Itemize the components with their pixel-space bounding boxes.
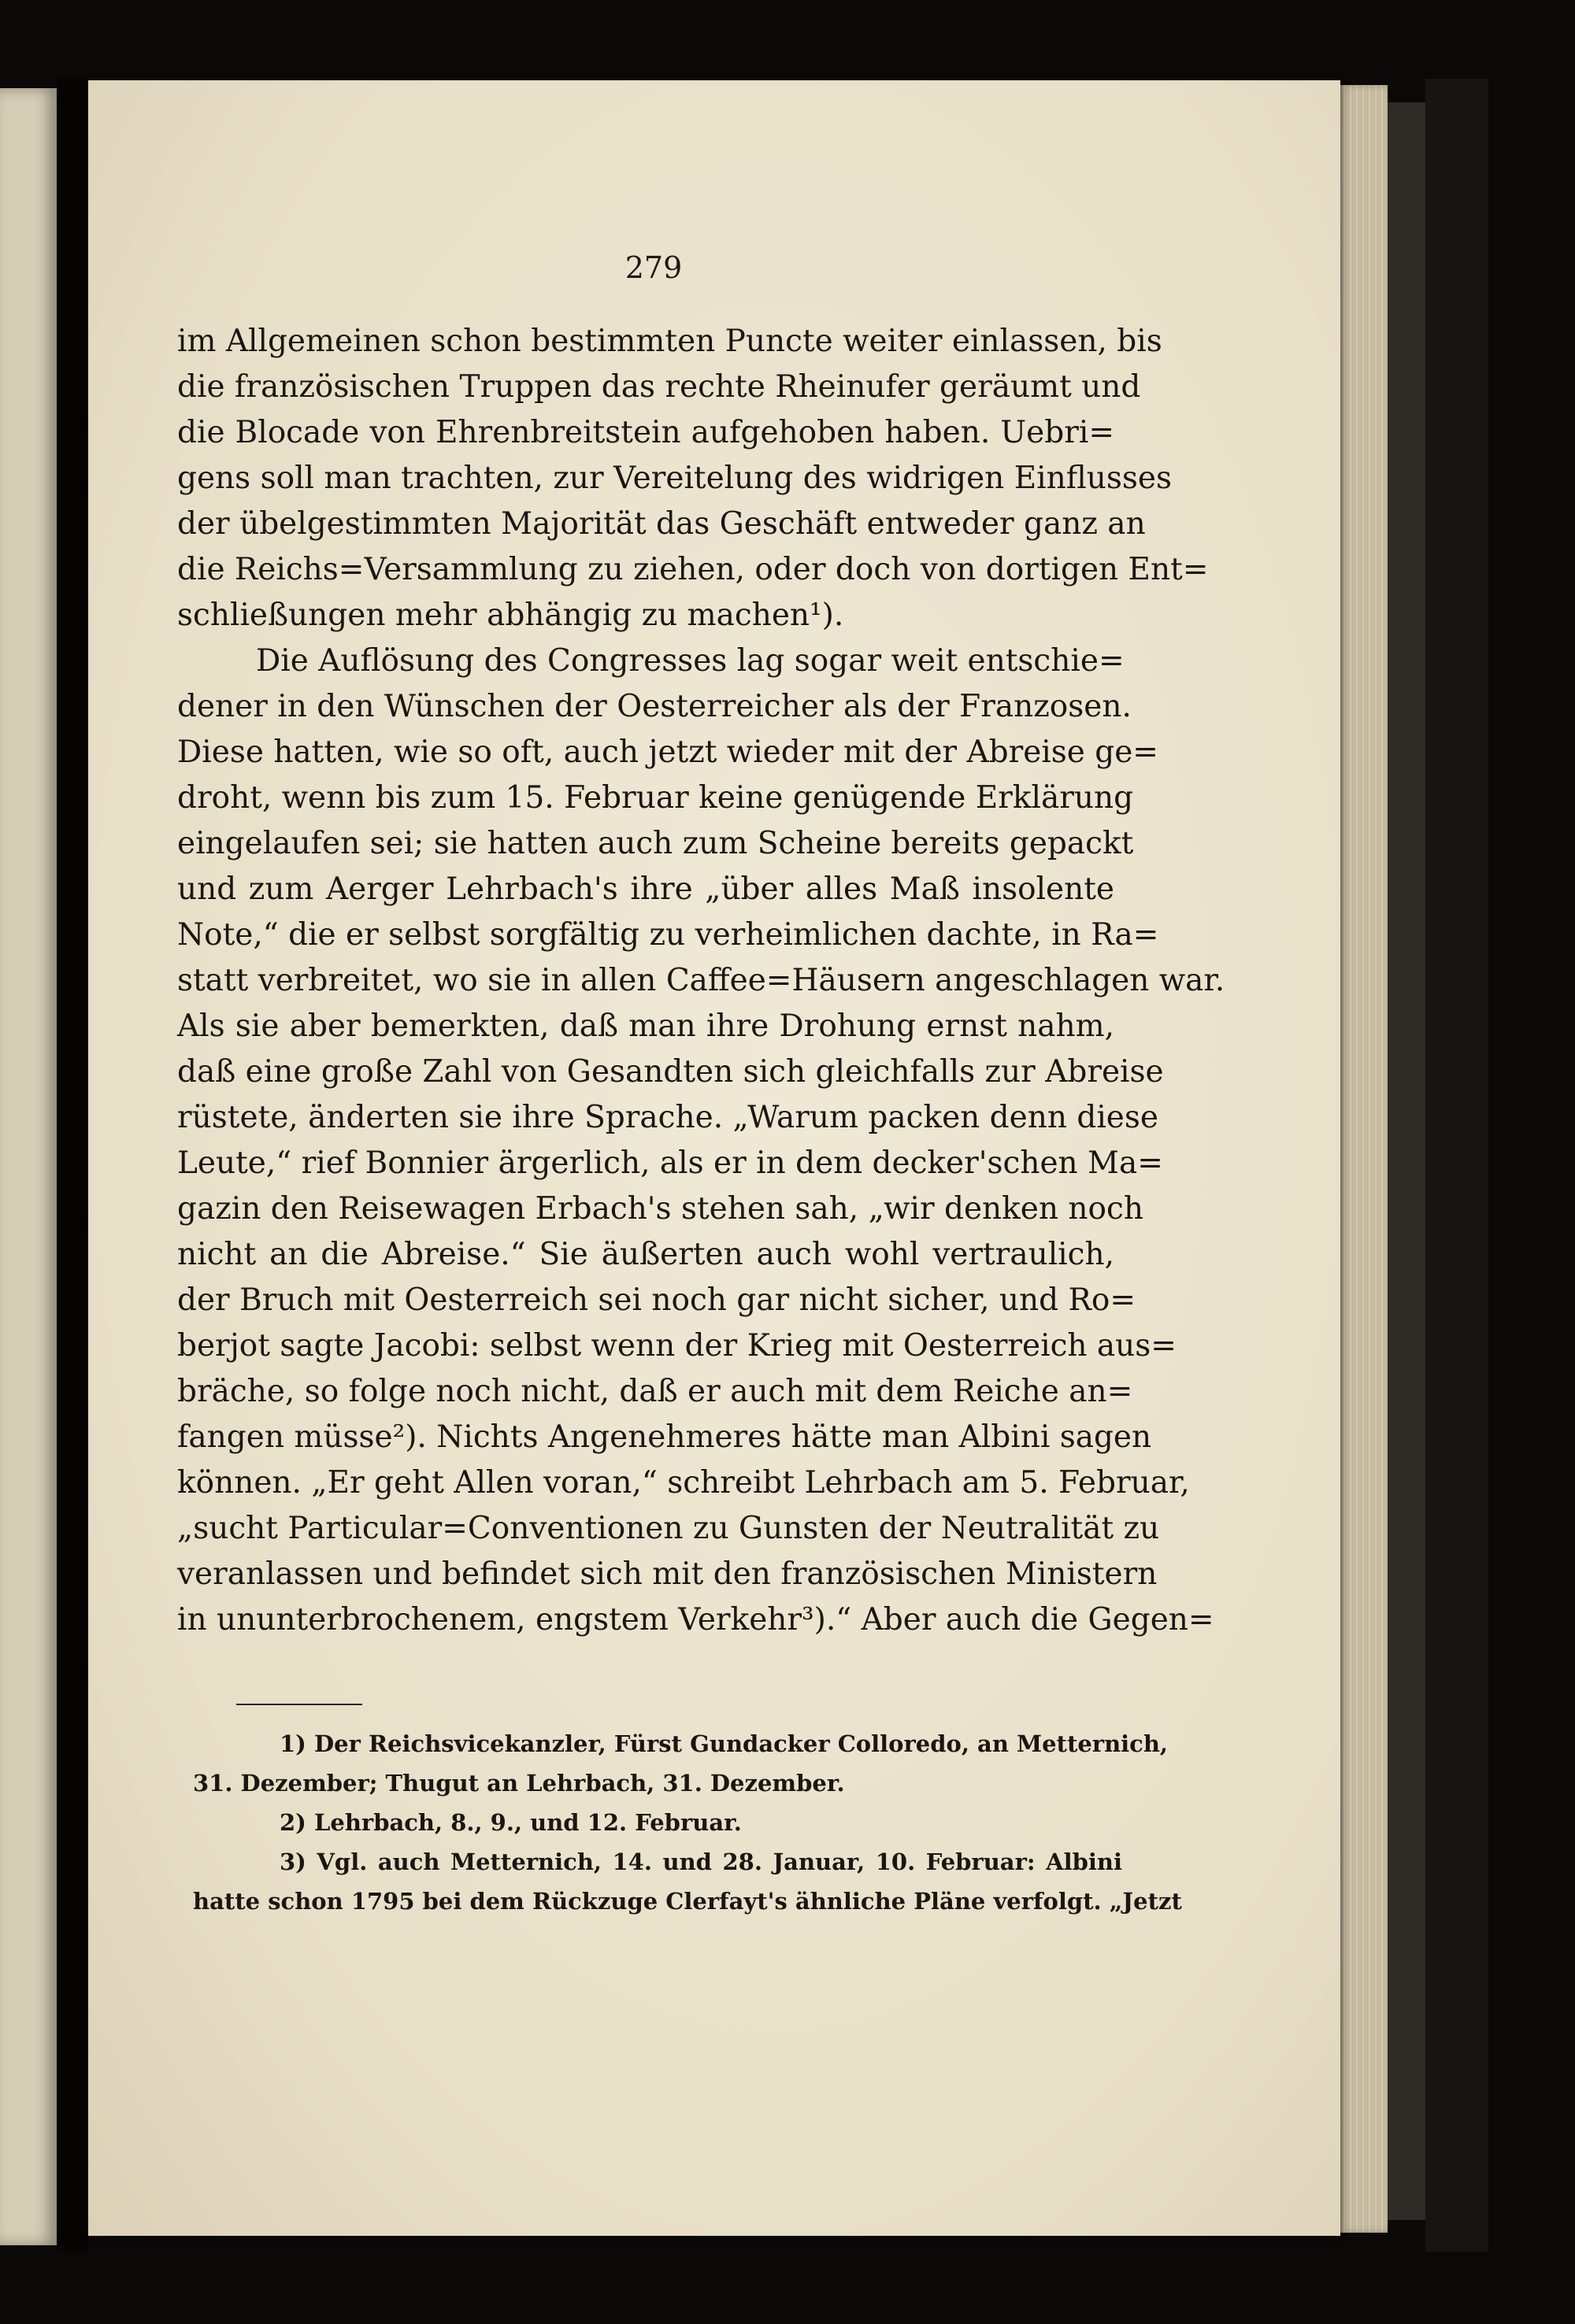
footnote-line: 31. Dezember; Thugut an Lehrbach, 31. Dezember. <box>193 1770 845 1797</box>
text-line: Als sie aber bemerkten, daß man ihre Drohung ernst nahm, <box>177 1008 1114 1044</box>
text-line: Die Auflösung des Congresses lag sogar weit entschie= <box>256 643 1125 679</box>
footnotes <box>193 1724 1182 1921</box>
footnote-line: 1) Der Reichsvicekanzler, Fürst Gundacker Colloredo, an Metternich, <box>280 1730 1169 1757</box>
book-cover-back <box>1425 79 1488 2252</box>
text-line: daß eine große Zahl von Gesandten sich gleichfalls zur Abreise <box>177 1054 1164 1090</box>
text-line: und zum Aerger Lehrbach's ihre „über alles Maß insolente <box>177 872 1114 907</box>
text-line: Diese hatten, wie so oft, auch jetzt wieder mit der Abreise ge= <box>177 735 1158 770</box>
text-line: die Blocade von Ehrenbreitstein aufgehoben haben. Uebri= <box>177 415 1114 450</box>
text-line: im Allgemeinen schon bestimmten Puncte weiter einlassen, bis <box>177 324 1162 359</box>
text-line: Note,“ die er selbst sorgfältig zu verheimlichen dachte, in Ra= <box>177 917 1159 953</box>
text-line: droht, wenn bis zum 15. Februar keine genügende Erklärung <box>177 780 1134 816</box>
text-line: gazin den Reisewagen Erbach's stehen sah, „wir denken noch <box>177 1191 1143 1227</box>
book-gutter <box>57 79 88 2252</box>
page-stack-edges <box>1340 85 1388 2233</box>
text-line: rüstete, änderten sie ihre Sprache. „Warum packen denn diese <box>177 1100 1158 1135</box>
footnote-line: 3) Vgl. auch Metternich, 14. und 28. Januar, 10. Februar: Albini <box>280 1848 1122 1875</box>
text-line: der Bruch mit Oesterreich sei noch gar nicht sicher, und Ro= <box>177 1282 1136 1318</box>
text-line: schließungen mehr abhängig zu machen¹). <box>177 598 844 633</box>
text-line: dener in den Wünschen der Oesterreicher als der Franzosen. <box>177 689 1132 724</box>
facing-page-edge <box>0 88 57 2245</box>
text-line: die französischen Truppen das rechte Rheinufer geräumt und <box>177 369 1141 405</box>
text-line: in ununterbrochenem, engstem Verkehr³).“ Aber auch die Gegen= <box>177 1602 1214 1638</box>
text-line: berjot sagte Jacobi: selbst wenn der Krieg mit Oesterreich aus= <box>177 1328 1177 1364</box>
text-line: gens soll man trachten, zur Vereitelung des widrigen Einflusses <box>177 461 1173 496</box>
book-cover-edge <box>1388 102 1425 2220</box>
text-line: können. „Er geht Allen voran,“ schreibt Lehrbach am 5. Februar, <box>177 1465 1190 1501</box>
footnote-line: hatte schon 1795 bei dem Rückzuge Clerfayt's ähnliche Pläne verfolgt. „Jetzt <box>193 1888 1182 1915</box>
text-line: veranlassen und befindet sich mit den französischen Ministern <box>177 1556 1158 1592</box>
page-number: 279 <box>624 250 683 285</box>
footnote-line: 2) Lehrbach, 8., 9., und 12. Februar. <box>280 1809 742 1836</box>
footnote-rule <box>236 1704 362 1705</box>
text-line: eingelaufen sei; sie hatten auch zum Scheine bereits gepackt <box>177 826 1134 861</box>
text-line: nicht an die Abreise.“ Sie äußerten auch wohl vertraulich, <box>177 1237 1114 1272</box>
text-line: statt verbreitet, wo sie in allen Caffee=Häusern angeschlagen war. <box>177 963 1225 998</box>
body-text <box>177 319 1225 1643</box>
text-line: die Reichs=Versammlung zu ziehen, oder doch von dortigen Ent= <box>177 552 1209 587</box>
text-line: der übelgestimmten Majorität das Geschäft entweder ganz an <box>177 506 1146 542</box>
text-line: „sucht Particular=Conventionen zu Gunsten der Neutralität zu <box>177 1511 1160 1546</box>
text-line: Leute,“ rief Bonnier ärgerlich, als er in dem decker'schen Ma= <box>177 1145 1163 1181</box>
text-line: bräche, so folge noch nicht, daß er auch mit dem Reiche an= <box>177 1374 1133 1409</box>
text-line: fangen müsse²). Nichts Angenehmeres hätte man Albini sagen <box>177 1419 1152 1455</box>
